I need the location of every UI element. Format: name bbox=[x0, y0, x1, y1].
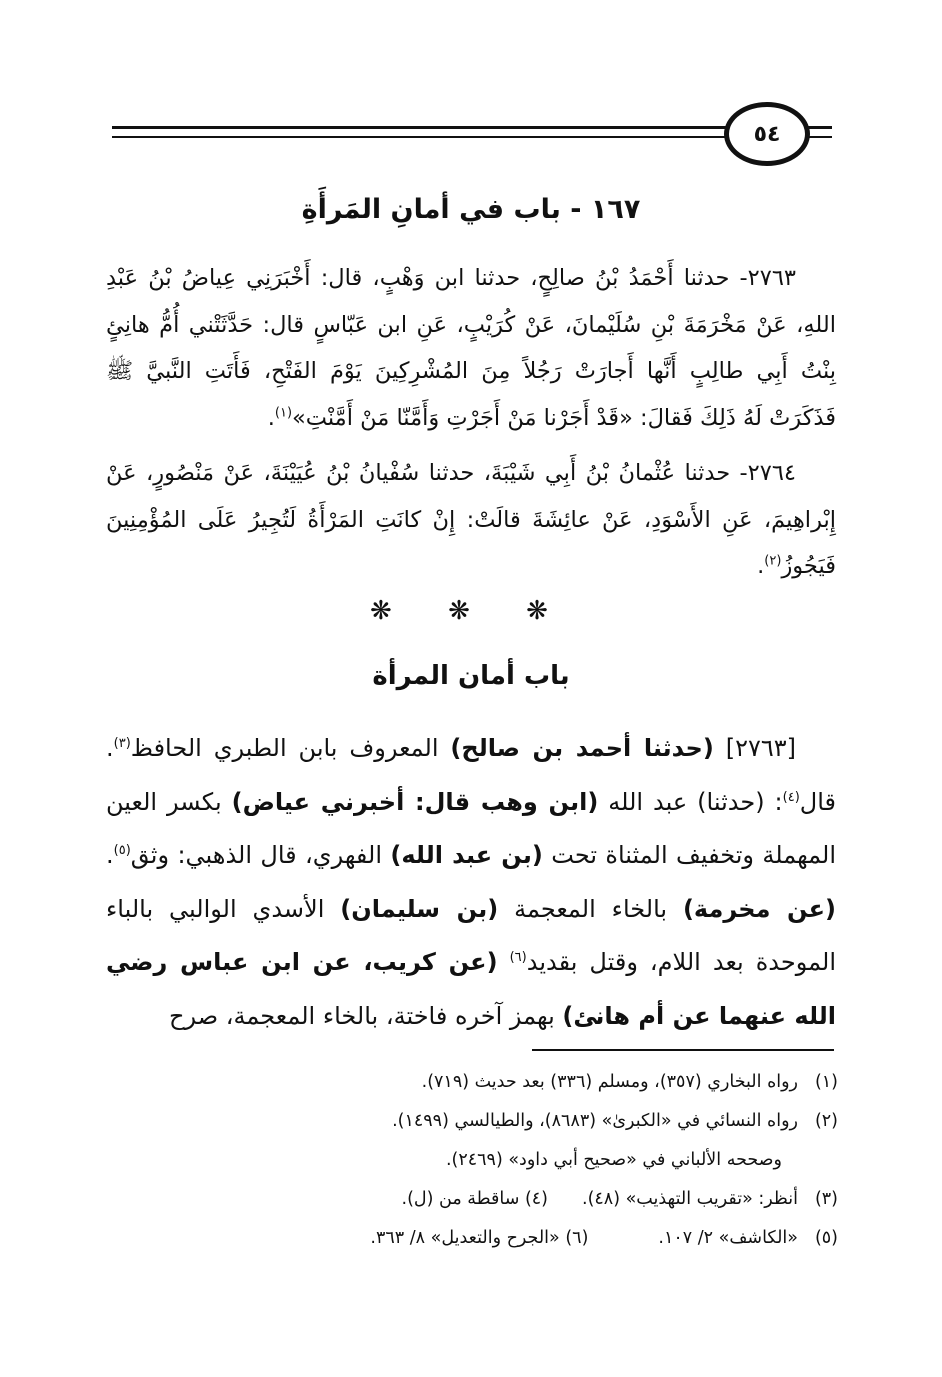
footnotes bbox=[170, 1063, 838, 1258]
hadith-end: . bbox=[757, 553, 765, 579]
commentary-text: الأسدي الوالبي بالباء الموحدة بعد اللام، وقتل بقديد bbox=[106, 894, 836, 976]
hadith-number: ٢٧٦٤- bbox=[739, 460, 797, 486]
quoted-text: (حدثنا أحمد بن صالح) bbox=[450, 734, 714, 762]
hadith-text: حدثنا أَحْمَدُ بْنُ صالِحٍ، حدثنا ابن وَهْبٍ، قال: أَخْبَرَنِي عِياضُ بْنُ عَبْدِ اللهِ، عَنْ مَخْرَمَةَ بْنِ سُلَيْمانَ، عَنْ كُرَيْبٍ، عَنِ ابن عَبّاسٍ قال: حَدَّثَتْني أُمُّ هانِئٍ بِنْتُ أَبِي طالِبٍ أَنَّها أَجارَتْ رَجُلاً مِنَ المُشْرِكِينَ يَوْمَ الفَتْحِ، فَأَتَتِ النَّبيَّ ﷺ فَذَكَرَتْ لَهُ ذَلِكَ فَقالَ: «قَدْ أَجَرْنا مَنْ أَجَرْتِ وَأَمَّنّا مَنْ أَمَّنْتِ» bbox=[106, 265, 836, 431]
commentary-text: . قال bbox=[106, 734, 836, 816]
commentary-paragraph bbox=[106, 722, 836, 1043]
commentary-text: بهمز آخره فاختة، بالخاء المعجمة، صرح bbox=[169, 1001, 563, 1030]
hadith-text: حدثنا عُثْمانُ بْنُ أَبِي شَيْبَةَ، حدثنا سُفْيانُ بْنُ عُيَيْنَةَ، عَنْ مَنْصُورٍ، عَنْ إِبْراهِيمَ، عَنِ الأَسْوَدِ، عَنْ عائِشَةَ قالَتْ: إِنْ كانَتِ المَرْأَةُ لَتُجِيرُ عَلَى المُؤْمِنِينَ فَيَجُوزُ bbox=[106, 460, 836, 579]
footnote-text: ساقطة من (ل). bbox=[401, 1189, 520, 1209]
commentary-text: بالخاء المعجمة bbox=[498, 894, 683, 923]
footnote-text: «الكاشف» ٢/ ١٠٧. bbox=[658, 1228, 798, 1248]
quoted-text: (بن عبد الله) bbox=[390, 841, 543, 869]
section-title: باب أمان المرأة bbox=[372, 661, 570, 691]
footnote-ref: (٤) bbox=[782, 789, 800, 805]
footnote-ref: (٥) bbox=[113, 843, 131, 858]
footnote-text: «الجرح والتعديل» ٨/ ٣٦٣. bbox=[370, 1228, 560, 1248]
footnote-rule bbox=[532, 1049, 834, 1051]
commentary-section bbox=[106, 722, 836, 1043]
commentary-text: : (حدثنا) عبد الله bbox=[598, 787, 783, 816]
hadith-2764 bbox=[106, 450, 836, 590]
quoted-text: (عن كريب، عن ابن عباس رضي الله عنهما عن أم هانئ) bbox=[106, 948, 836, 1030]
footnote-2-continued bbox=[170, 1141, 838, 1180]
footnote-number: (١) bbox=[814, 1072, 838, 1092]
footnote-text: رواه البخاري (٣٥٧)، ومسلم (٣٣٦) بعد حديث (٧١٩). bbox=[421, 1072, 798, 1092]
footnote-text: وصححه الألباني في «صحيح أبي داود» (٢٤٦٩). bbox=[445, 1150, 782, 1170]
footnote-text: رواه النسائي في «الكبرىٰ» (٨٦٨٣)، والطيالسي (١٤٩٩). bbox=[392, 1111, 798, 1131]
footnote-number: (٦) bbox=[565, 1228, 589, 1248]
footnote-text: أنظر: «تقريب التهذيب» (٤٨). bbox=[582, 1189, 798, 1209]
footnote-5-6 bbox=[170, 1219, 838, 1258]
footnote-ref: (٦) bbox=[509, 950, 527, 965]
commentary-text: بكسر العين المهملة وتخفيف المثناة تحت bbox=[106, 787, 837, 869]
commentary-number: [٢٧٦٣] bbox=[713, 734, 796, 762]
section-separator: ❋ ❋ ❋ bbox=[370, 596, 572, 626]
footnote-number: (٥) bbox=[814, 1228, 838, 1248]
footnote-3-4 bbox=[170, 1180, 838, 1219]
footnote-number: (٤) bbox=[524, 1189, 548, 1209]
footnote-number: (٣) bbox=[814, 1189, 838, 1209]
quoted-text: (عن مخرمة) bbox=[682, 894, 836, 923]
hadith-2763 bbox=[106, 255, 836, 441]
hadith-section bbox=[106, 255, 836, 590]
footnote-ref: (١) bbox=[274, 405, 293, 420]
hadith-number: ٢٧٦٣- bbox=[739, 265, 796, 291]
footnote-1 bbox=[170, 1063, 838, 1102]
quoted-text: (بن سليمان) bbox=[340, 894, 499, 923]
commentary-text: . bbox=[106, 841, 114, 869]
chapter-title: ١٦٧ - باب في أمانِ المَرأَةِ bbox=[301, 194, 641, 225]
footnote-ref: (٢) bbox=[764, 553, 782, 569]
hadith-end: . bbox=[267, 404, 275, 431]
page-header bbox=[112, 102, 832, 166]
quoted-text: (ابن وهب قال: أخبرني عياض) bbox=[231, 787, 599, 816]
commentary-text bbox=[498, 948, 510, 976]
footnote-ref: (٣) bbox=[113, 736, 131, 751]
commentary-text: المعروف بابن الطبري الحافظ bbox=[130, 734, 451, 762]
footnote-2 bbox=[170, 1102, 838, 1141]
page-number: ٥٤ bbox=[724, 102, 810, 166]
commentary-text: الفهري، قال الذهبي: وثق bbox=[130, 841, 391, 869]
footnote-number: (٢) bbox=[814, 1111, 838, 1131]
